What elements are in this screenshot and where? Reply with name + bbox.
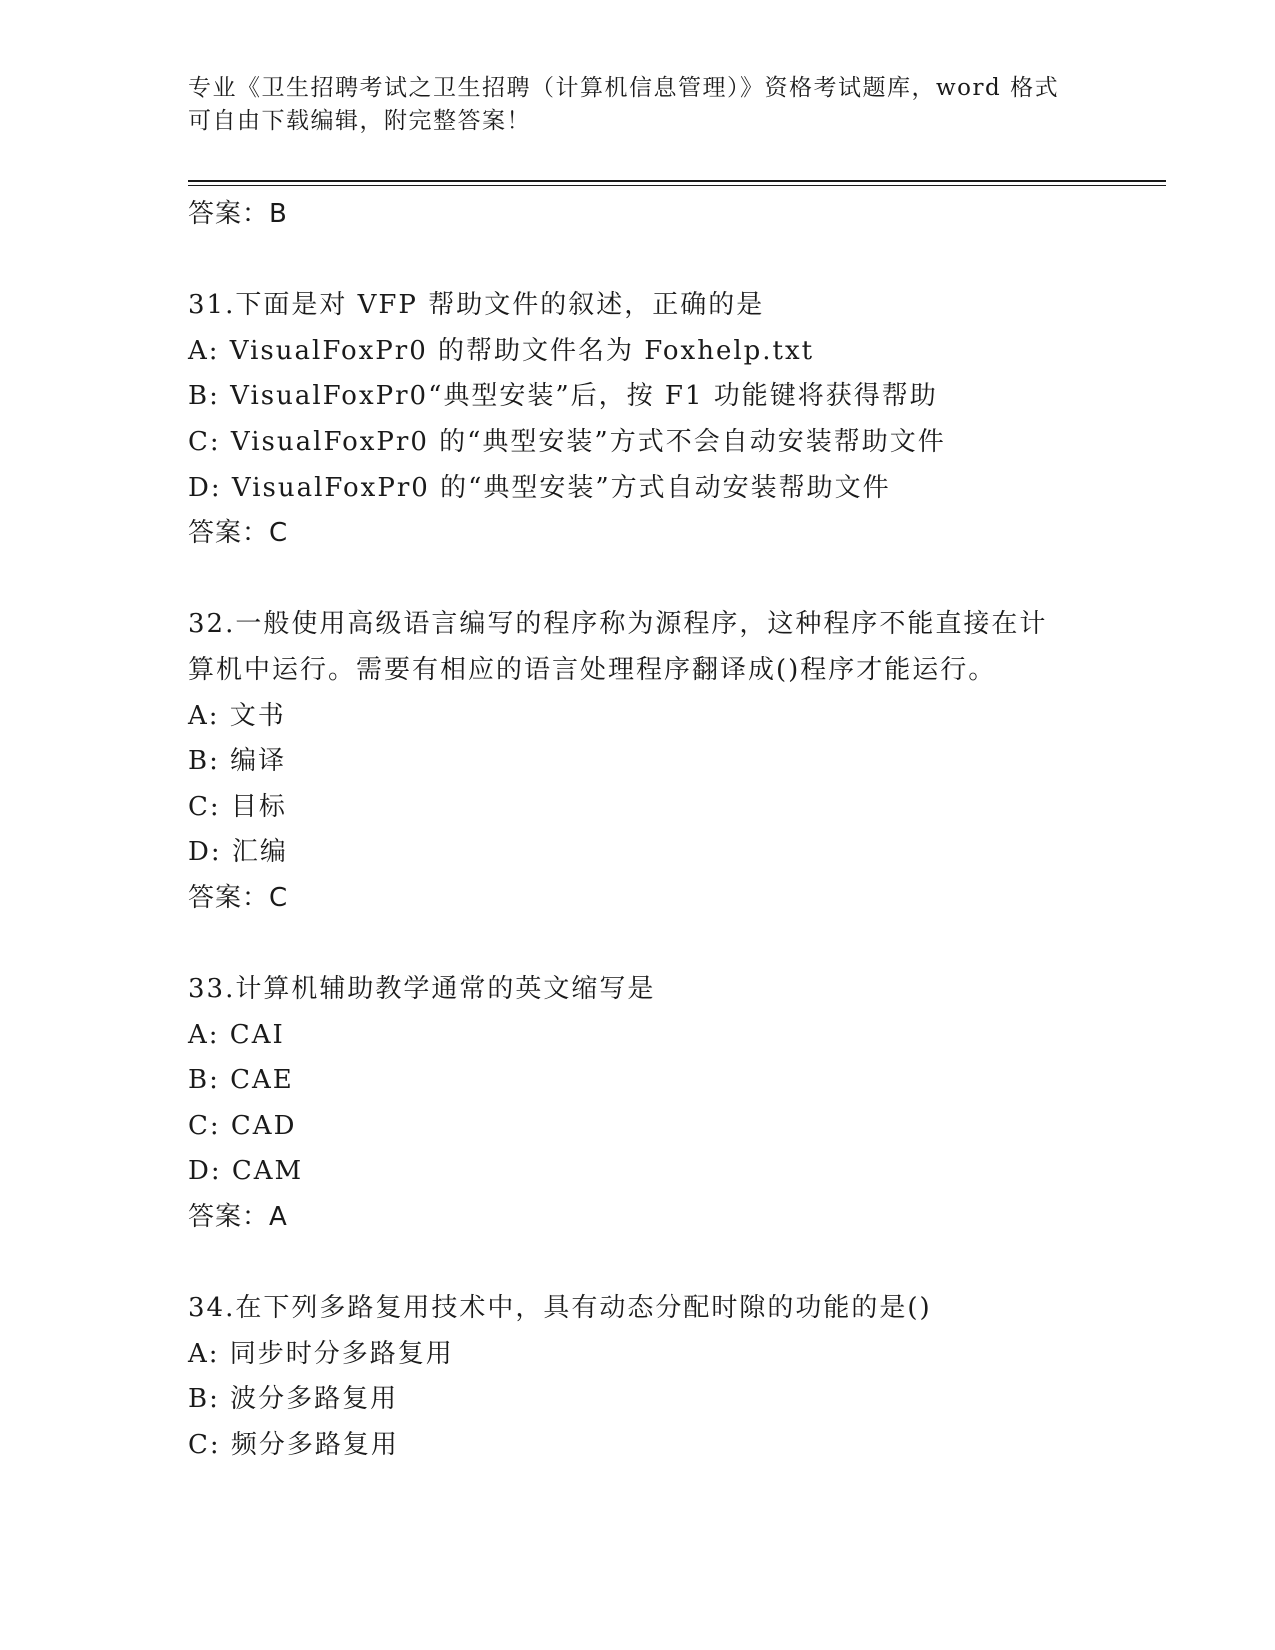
header-divider-thin — [188, 185, 1166, 186]
spacer — [188, 1241, 1088, 1287]
spacer — [188, 238, 1088, 284]
answer: 答案：C — [188, 882, 289, 913]
spacer — [188, 557, 1088, 603]
option-c: C: 目标 — [188, 791, 287, 822]
option-a: A: 同步时分多路复用 — [188, 1338, 454, 1369]
option-a: A: VisualFoxPr0 的帮助文件名为 Foxhelp.txt — [188, 335, 815, 366]
document-header — [188, 72, 1088, 138]
header-line-2: 可自由下载编辑，附完整答案！ — [188, 108, 531, 134]
question-list — [188, 192, 1088, 1469]
question-stem: 31.下面是对 VFP 帮助文件的叙述，正确的是 — [188, 290, 765, 321]
spacer — [188, 922, 1088, 968]
question-stem-line-2: 算机中运行。需要有相应的语言处理程序翻译成()程序才能运行。 — [188, 654, 997, 685]
question-34 — [188, 1286, 1088, 1468]
option-b: B: 编译 — [188, 746, 287, 777]
option-a: A: CAI — [188, 1019, 285, 1050]
option-c: C: CAD — [188, 1110, 297, 1141]
previous-answer: 答案：B — [188, 199, 288, 229]
answer: 答案：A — [188, 1202, 288, 1233]
option-a: A: 文书 — [188, 700, 286, 731]
header-line-1: 专业《卫生招聘考试之卫生招聘（计算机信息管理）》资格考试题库，word 格式 — [188, 75, 1060, 101]
option-d: D: 汇编 — [188, 837, 288, 868]
option-d: D: CAM — [188, 1156, 304, 1187]
answer: 答案：C — [188, 518, 289, 549]
option-b: B: CAE — [188, 1065, 294, 1096]
header-divider-thick — [188, 180, 1166, 182]
option-b: B: 波分多路复用 — [188, 1384, 399, 1415]
option-b: B: VisualFoxPr0“典型安装”后，按 F1 功能键将获得帮助 — [188, 381, 938, 412]
question-31 — [188, 283, 1088, 557]
option-c: C: 频分多路复用 — [188, 1430, 399, 1461]
option-d: D: VisualFoxPr0 的“典型安装”方式自动安装帮助文件 — [188, 472, 891, 503]
question-33 — [188, 967, 1088, 1241]
question-stem: 34.在下列多路复用技术中，具有动态分配时隙的功能的是() — [188, 1293, 932, 1324]
question-stem-line-1: 32.一般使用高级语言编写的程序称为源程序，这种程序不能直接在计 — [188, 609, 1048, 640]
question-stem: 33.计算机辅助教学通常的英文缩写是 — [188, 974, 656, 1005]
question-32 — [188, 602, 1088, 921]
option-c: C: VisualFoxPr0 的“典型安装”方式不会自动安装帮助文件 — [188, 426, 946, 457]
